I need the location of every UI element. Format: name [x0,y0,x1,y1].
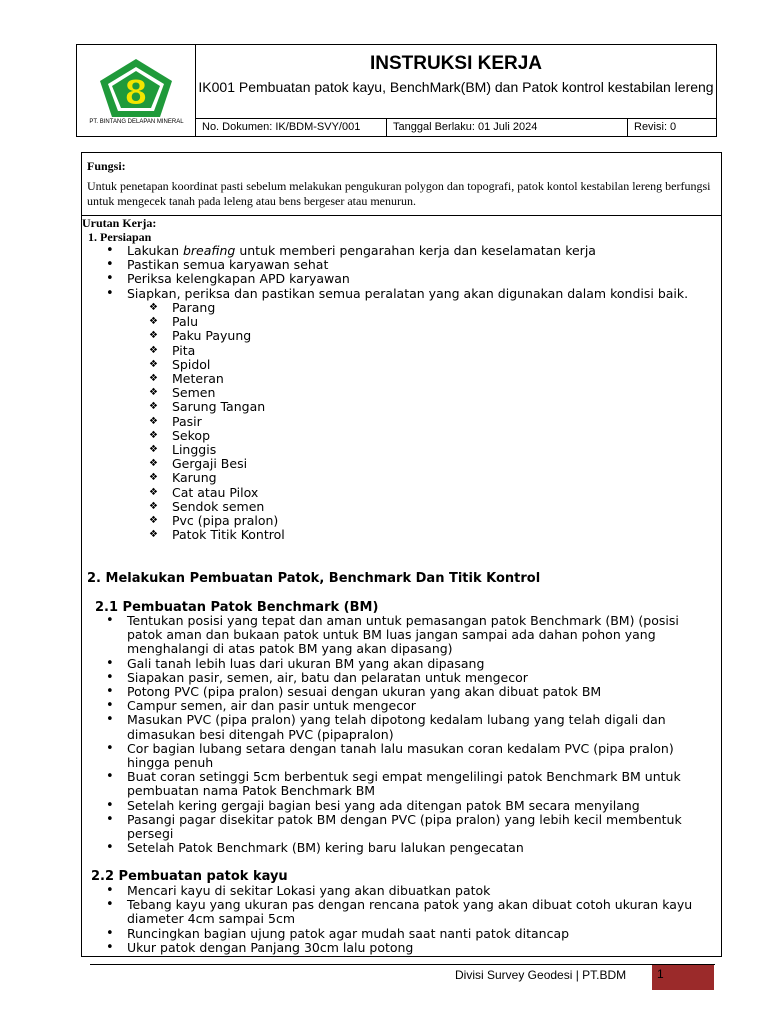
section22-list [106,884,706,955]
list-item: ❖ Sarung Tangan [149,400,285,414]
list-item: • Setelah Patok Benchmark (BM) kering baru lalukan pengecatan [106,841,706,855]
fungsi-section [82,153,721,216]
list-item: ❖ Pita [149,344,285,358]
doc-number: No. Dokumen: IK/BDM-SVY/001 [196,119,387,136]
logo-glyph: 8 [124,73,148,113]
company-logo-icon [98,57,174,119]
list-item: • Ukur patok dengan Panjang 30cm lalu potong [106,941,706,955]
list-item: ❖ Linggis [149,443,285,457]
section2-heading: 2. Melakukan Pembuatan Patok, Benchmark Dan Titik Kontrol [87,571,541,586]
list-item: • Periksa kelengkapan APD karyawan [106,272,706,286]
list-item: ❖ Paku Payung [149,329,285,343]
page-number: 1 [657,967,664,981]
list-item: ❖ Sendok semen [149,500,285,514]
document-header [76,44,717,137]
revision: Revisi: 0 [634,121,677,133]
section21-list [106,614,706,855]
footer-text: Divisi Survey Geodesi | PT.BDM [455,968,627,982]
company-caption: PT. BINTANG DELAPAN MINERAL [89,119,184,125]
list-item: ❖ Meteran [149,372,285,386]
list-item: ❖ Gergaji Besi [149,457,285,471]
list-item: • Pastikan semua karyawan sehat [106,258,706,272]
doc-subtitle: IK001 Pembuatan patok kayu, BenchMark(BM) dan Patok kontrol kestabilan lereng [198,79,714,95]
fungsi-label: Fungsi: [87,159,126,173]
list-item: ❖ Patok Titik Kontrol [149,528,285,542]
list-item: ❖ Pasir [149,415,285,429]
list-item: • Setelah kering gergaji bagian besi yang ada ditengan patok BM secara menyilang [106,799,706,813]
footer-divider [90,964,715,965]
persiapan-list [106,244,706,301]
list-item: ❖ Cat atau Pilox [149,486,285,500]
list-item: • Mencari kayu di sekitar Lokasi yang akan dibuatkan patok [106,884,706,898]
list-item: • Masukan PVC (pipa pralon) yang telah dipotong kedalam lubang yang telah digali dan dimasukan besi ditengah PVC (pipapralon) [106,713,706,741]
body-box [81,152,722,957]
list-item: • Siapakan pasir, semen, air, batu dan pelaratan untuk mengecor [106,671,706,685]
list-item: ❖ Karung [149,471,285,485]
list-item: ❖ Palu [149,315,285,329]
persiapan-heading: 1. Persiapan [88,230,152,244]
effective-date: Tanggal Berlaku: 01 Juli 2024 [387,119,628,136]
logo-cell [77,45,196,136]
list-item: • Runcingkan bagian ujung patok agar mudah saat nanti patok ditancap [106,927,706,941]
list-item: ❖ Semen [149,386,285,400]
list-item: • Tebang kayu yang ukuran pas dengan rencana patok yang akan dibuat cotoh ukuran kayu diameter 4cm sampai 5cm [106,898,706,926]
list-item: ❖ Spidol [149,358,285,372]
list-item: • Gali tanah lebih luas dari ukuran BM yang akan dipasang [106,657,706,671]
section21-heading: 2.1 Pembuatan Patok Benchmark (BM) [95,600,379,615]
list-item: • Buat coran setinggi 5cm berbentuk segi empat mengelilingi patok Benchmark BM untuk pembuatan nama Patok Benchmark BM [106,770,706,798]
list-item: ❖ Pvc (pipa pralon) [149,514,285,528]
section22-heading: 2.2 Pembuatan patok kayu [91,869,288,884]
list-item: • Lakukan breafing untuk memberi pengarahan kerja dan keselamatan kerja [106,244,706,258]
list-item: ❖ Parang [149,301,285,315]
list-item: • Pasangi pagar disekitar patok BM dengan PVC (pipa pralon) yang lebih kecil membentuk persegi [106,813,706,841]
page-number-box [652,965,714,990]
list-item: • Cor bagian lubang setara dengan tanah lalu masukan coran kedalam PVC (pipa pralon) hingga penuh [106,742,706,770]
list-item: ❖ Sekop [149,429,285,443]
list-item: • Siapkan, periksa dan pastikan semua peralatan yang akan digunakan dalam kondisi baik. [106,287,706,301]
title-cell [196,45,716,118]
doc-title: INSTRUKSI KERJA [369,53,543,74]
peralatan-list [149,301,285,542]
list-item: • Campur semen, air dan pasir untuk mengecor [106,699,706,713]
fungsi-text: Untuk penetapan koordinat pasti sebelum melakukan pengukuran polygon dan topografi, patok kontol kestabilan lereng berfungsi untuk mengecek tanah pada leleng atau bens bergeser atau menurun. [87,179,711,208]
list-item: • Tentukan posisi yang tepat dan aman untuk pemasangan patok Benchmark (BM) (posisi patok aman dan bukaan patok untuk BM luas jangan sampai ada dahan pohon yang menghalangi di atas patok BM yang akan dipasang) [106,614,706,657]
urutan-label: Urutan Kerja: [82,216,157,230]
doc-meta-row [196,118,716,136]
list-item: • Potong PVC (pipa pralon) sesuai dengan ukuran yang akan dibuat patok BM [106,685,706,699]
